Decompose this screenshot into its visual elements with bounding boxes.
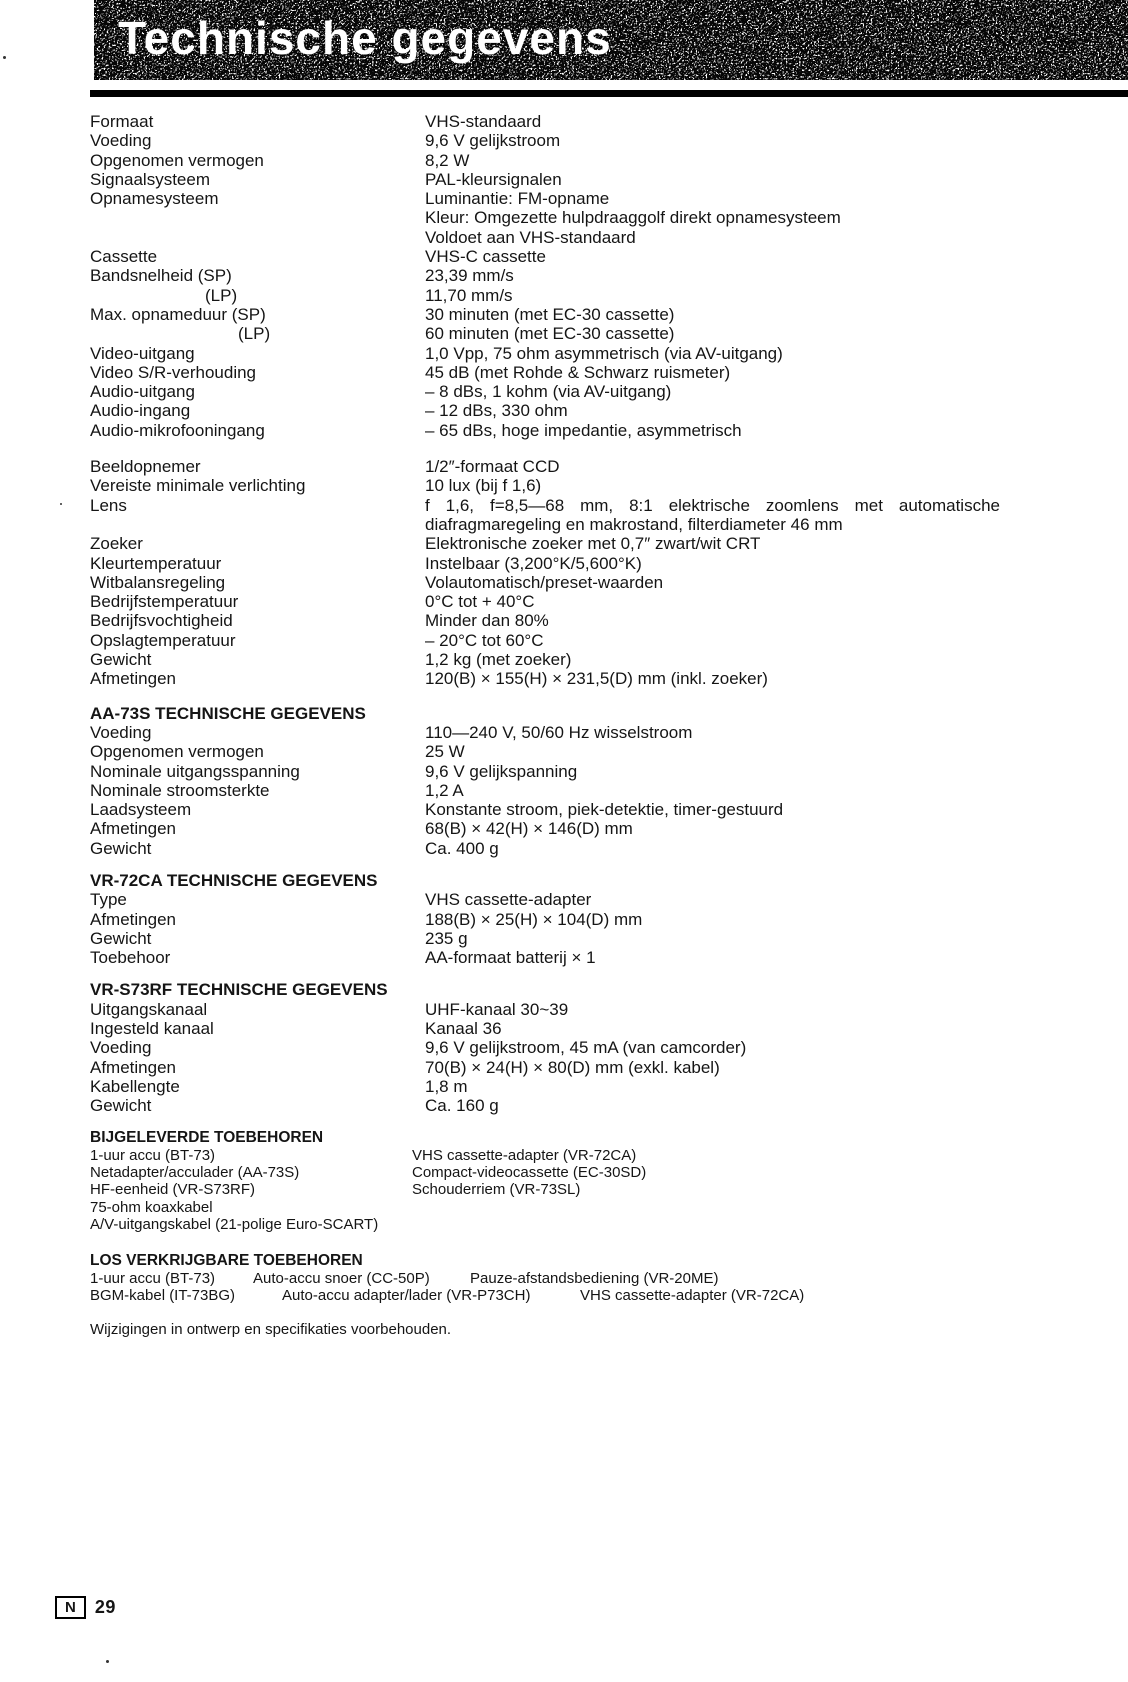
spec-value: VHS-standaard bbox=[425, 112, 542, 131]
spec-value: 25 W bbox=[425, 742, 465, 762]
spec-row bbox=[90, 650, 1000, 669]
spec-row bbox=[90, 228, 1000, 247]
accessory-item: 1-uur accu (BT-73) bbox=[90, 1269, 216, 1287]
spec-value: AA-formaat batterij × 1 bbox=[425, 948, 596, 968]
spec-label: Kabellengte bbox=[90, 1076, 180, 1096]
accessory-item: BGM-kabel (IT-73BG) bbox=[90, 1286, 236, 1304]
spec-label: Type bbox=[90, 890, 127, 910]
spec-label: Toebehoor bbox=[90, 948, 171, 968]
spec-value: 1,0 Vpp, 75 ohm asymmetrisch (via AV-uitgang) bbox=[425, 343, 783, 363]
spec-value: f 1,6, f=8,5—68 mm, 8:1 elektrische zoomlens met automatische bbox=[425, 495, 1000, 515]
spec-value: Luminantie: FM-opname bbox=[425, 189, 610, 209]
spec-row bbox=[90, 496, 1000, 515]
accessory-item: Pauze-afstandsbediening (VR-20ME) bbox=[470, 1269, 719, 1287]
spec-label: Vereiste minimale verlichting bbox=[90, 476, 306, 496]
spec-row bbox=[90, 170, 1000, 189]
spec-label: Voeding bbox=[90, 1038, 152, 1058]
spec-row bbox=[90, 890, 1000, 909]
spec-row bbox=[90, 910, 1000, 929]
spec-value: 235 g bbox=[425, 928, 468, 948]
spec-label: (LP) bbox=[238, 324, 271, 344]
spec-label: Beeldopnemer bbox=[90, 457, 201, 477]
accessory-item: Schouderriem (VR-73SL) bbox=[412, 1181, 581, 1199]
included-accessories bbox=[90, 1128, 1000, 1234]
spec-label: Bedrijfsvochtigheid bbox=[90, 611, 233, 631]
spec-value: 1,2 kg (met zoeker) bbox=[425, 650, 572, 670]
spec-value: Voldoet aan VHS-standaard bbox=[425, 227, 636, 247]
spec-label: Laadsysteem bbox=[90, 800, 192, 820]
spec-row bbox=[90, 382, 1000, 401]
spec-label: Afmetingen bbox=[90, 819, 176, 839]
spec-label: Opslagtemperatuur bbox=[90, 630, 236, 650]
spec-row bbox=[90, 476, 1000, 495]
spec-value: 0°C tot + 40°C bbox=[425, 592, 535, 612]
spec-value: PAL-kleursignalen bbox=[425, 169, 562, 189]
section-title: BIJGELEVERDE TOEBEHOREN bbox=[90, 1128, 324, 1146]
spec-label: Zoeker bbox=[90, 534, 143, 554]
scan-artifact-dot bbox=[60, 503, 62, 505]
spec-label: Uitgangskanaal bbox=[90, 999, 208, 1019]
spec-value: Volautomatisch/preset-waarden bbox=[425, 572, 664, 592]
spec-row bbox=[90, 208, 1000, 227]
spec-value: 8,2 W bbox=[425, 150, 470, 170]
spec-row bbox=[90, 573, 1000, 592]
spec-value: – 8 dBs, 1 kohm (via AV-uitgang) bbox=[425, 382, 672, 402]
spec-value: 30 minuten (met EC-30 cassette) bbox=[425, 304, 675, 324]
spec-value: 9,6 V gelijkstroom bbox=[425, 131, 561, 151]
spec-value: Instelbaar (3,200°K/5,600°K) bbox=[425, 553, 642, 573]
spec-label: Video-uitgang bbox=[90, 343, 195, 363]
language-region-badge: N bbox=[55, 1596, 86, 1619]
spec-row bbox=[90, 401, 1000, 420]
spec-label: Gewicht bbox=[90, 838, 152, 858]
spec-label: Afmetingen bbox=[90, 909, 176, 929]
spec-row bbox=[90, 286, 1000, 305]
spec-row bbox=[90, 723, 1000, 742]
accessory-item: HF-eenheid (VR-S73RF) bbox=[90, 1181, 256, 1199]
spec-label: Witbalansregeling bbox=[90, 572, 226, 592]
spec-value: VHS-C cassette bbox=[425, 247, 546, 267]
spec-label: Bandsnelheid (SP) bbox=[90, 266, 232, 286]
spec-group-imager bbox=[90, 457, 1000, 534]
spec-value: 10 lux (bij f 1,6) bbox=[425, 476, 542, 496]
scan-artifact-dot bbox=[3, 56, 6, 59]
spec-value: Ca. 160 g bbox=[425, 1096, 499, 1116]
optional-accessories-row bbox=[90, 1287, 1000, 1304]
spec-value: Elektronische zoeker met 0,7″ zwart/wit CRT bbox=[425, 534, 761, 554]
disclaimer-text: Wijzigingen in ontwerp en specifikaties voorbehouden. bbox=[90, 1321, 452, 1339]
included-accessories-left-column bbox=[90, 1147, 412, 1234]
spec-group-vrs73rf bbox=[90, 980, 1000, 1115]
spec-label bbox=[90, 228, 425, 247]
spec-row bbox=[90, 800, 1000, 819]
spec-row bbox=[90, 1000, 1000, 1019]
spec-label: Lens bbox=[90, 495, 127, 515]
spec-label: Kleurtemperatuur bbox=[90, 553, 222, 573]
spec-label: (LP) bbox=[205, 285, 238, 305]
spec-row bbox=[90, 131, 1000, 150]
page-title: Technische gegevens bbox=[118, 12, 612, 64]
accessory-item: Auto-accu adapter/lader (VR-P73CH) bbox=[282, 1286, 531, 1304]
spec-label: Gewicht bbox=[90, 650, 152, 670]
accessory-item: Compact-videocassette (EC-30SD) bbox=[412, 1163, 647, 1181]
spec-label: Signaalsysteem bbox=[90, 169, 211, 189]
spec-row bbox=[90, 929, 1000, 948]
page-number: 29 bbox=[94, 1597, 116, 1617]
accessory-item: Netadapter/acculader (AA-73S) bbox=[90, 1163, 300, 1181]
spec-row bbox=[90, 324, 1000, 343]
spec-row bbox=[90, 819, 1000, 838]
spec-label: Voeding bbox=[90, 722, 152, 742]
optional-accessories-row bbox=[90, 1270, 1000, 1287]
spec-group-vr72ca bbox=[90, 871, 1000, 967]
included-accessories-right-column bbox=[412, 1147, 1000, 1234]
spec-label: Audio-mikrofooningang bbox=[90, 420, 265, 440]
spec-row bbox=[90, 592, 1000, 611]
header-rule bbox=[90, 90, 1128, 97]
spec-row bbox=[90, 839, 1000, 858]
spec-row bbox=[90, 742, 1000, 761]
accessory-item: VHS cassette-adapter (VR-72CA) bbox=[412, 1146, 637, 1164]
spec-value: Konstante stroom, piek-detektie, timer-gestuurd bbox=[425, 800, 784, 820]
section-title: VR-72CA TECHNISCHE GEGEVENS bbox=[90, 870, 378, 890]
spec-group-aa73s bbox=[90, 704, 1000, 858]
spec-label bbox=[90, 515, 425, 534]
spec-label: Video S/R-verhouding bbox=[90, 362, 257, 382]
spec-value: 1,8 m bbox=[425, 1076, 468, 1096]
spec-value: 23,39 mm/s bbox=[425, 266, 514, 286]
spec-row bbox=[90, 631, 1000, 650]
spec-row bbox=[90, 151, 1000, 170]
spec-value: 120(B) × 155(H) × 231,5(D) mm (inkl. zoeker) bbox=[425, 669, 768, 689]
spec-value: Minder dan 80% bbox=[425, 611, 549, 631]
spec-row bbox=[90, 1019, 1000, 1038]
spec-row bbox=[90, 515, 1000, 534]
section-title: AA-73S TECHNISCHE GEGEVENS bbox=[90, 703, 366, 723]
spec-row bbox=[90, 781, 1000, 800]
spec-value: 9,6 V gelijkspanning bbox=[425, 761, 578, 781]
spec-value: UHF-kanaal 30~39 bbox=[425, 999, 569, 1019]
spec-label: Audio-uitgang bbox=[90, 382, 195, 402]
spec-row bbox=[90, 1077, 1000, 1096]
spec-row bbox=[90, 1096, 1000, 1115]
spec-value: 60 minuten (met EC-30 cassette) bbox=[425, 324, 675, 344]
spec-row bbox=[90, 344, 1000, 363]
spec-label: Formaat bbox=[90, 112, 154, 131]
spec-label: Max. opnameduur (SP) bbox=[90, 304, 266, 324]
spec-value: Ca. 400 g bbox=[425, 838, 499, 858]
spec-label: Nominale uitgangsspanning bbox=[90, 761, 300, 781]
spec-value: – 65 dBs, hoge impedantie, asymmetrisch bbox=[425, 420, 742, 440]
spec-label: Audio-ingang bbox=[90, 401, 191, 421]
spec-value: VHS cassette-adapter bbox=[425, 890, 592, 910]
spec-row bbox=[90, 189, 1000, 208]
spec-label: Bedrijfstemperatuur bbox=[90, 592, 239, 612]
spec-label: Voeding bbox=[90, 131, 152, 151]
spec-sheet bbox=[90, 112, 1000, 1338]
scan-artifact-dot bbox=[106, 1660, 109, 1663]
spec-row bbox=[90, 266, 1000, 285]
spec-label: Cassette bbox=[90, 247, 158, 267]
accessory-item: A/V-uitgangskabel (21-polige Euro-SCART) bbox=[90, 1216, 379, 1234]
spec-row bbox=[90, 363, 1000, 382]
spec-value: 11,70 mm/s bbox=[425, 285, 513, 305]
spec-label: Opgenomen vermogen bbox=[90, 742, 264, 762]
spec-value: – 20°C tot 60°C bbox=[425, 630, 544, 650]
spec-row bbox=[90, 762, 1000, 781]
section-title: VR-S73RF TECHNISCHE GEGEVENS bbox=[90, 980, 388, 1000]
spec-label: Nominale stroomsterkte bbox=[90, 780, 270, 800]
spec-label: Gewicht bbox=[90, 928, 152, 948]
spec-group-viewfinder bbox=[90, 534, 1000, 688]
spec-group-general bbox=[90, 112, 1000, 247]
spec-value: 1,2 A bbox=[425, 780, 464, 800]
section-title: LOS VERKRIJGBARE TOEBEHOREN bbox=[90, 1251, 363, 1269]
spec-value: 45 dB (met Rohde & Schwarz ruismeter) bbox=[425, 362, 731, 382]
spec-label bbox=[90, 208, 425, 227]
spec-value: 9,6 V gelijkstroom, 45 mA (van camcorder) bbox=[425, 1038, 747, 1058]
spec-value: 110—240 V, 50/60 Hz wisselstroom bbox=[425, 722, 693, 742]
spec-value: 188(B) × 25(H) × 104(D) mm bbox=[425, 909, 643, 929]
spec-row bbox=[90, 247, 1000, 266]
page-footer bbox=[55, 1596, 116, 1619]
spec-label: Ingesteld kanaal bbox=[90, 1019, 214, 1039]
spec-row bbox=[90, 554, 1000, 573]
spec-label: Opnamesysteem bbox=[90, 189, 219, 209]
spec-row bbox=[90, 421, 1000, 440]
spec-label: Opgenomen vermogen bbox=[90, 150, 264, 170]
spec-row bbox=[90, 534, 1000, 553]
spec-row bbox=[90, 112, 1000, 131]
spec-row bbox=[90, 669, 1000, 688]
spec-value: – 12 dBs, 330 ohm bbox=[425, 401, 568, 421]
spec-value: 70(B) × 24(H) × 80(D) mm (exkl. kabel) bbox=[425, 1057, 720, 1077]
spec-group-cassette bbox=[90, 247, 1000, 440]
spec-value: Kleur: Omgezette hulpdraaggolf direkt opnamesysteem bbox=[425, 208, 841, 228]
accessory-item: VHS cassette-adapter (VR-72CA) bbox=[580, 1286, 805, 1304]
spec-label: Afmetingen bbox=[90, 669, 176, 689]
spec-row bbox=[90, 1038, 1000, 1057]
spec-row bbox=[90, 948, 1000, 967]
accessory-item: 1-uur accu (BT-73) bbox=[90, 1146, 216, 1164]
optional-accessories bbox=[90, 1251, 1000, 1305]
spec-row bbox=[90, 457, 1000, 476]
page-banner bbox=[94, 0, 1128, 80]
spec-row bbox=[90, 305, 1000, 324]
spec-value: 68(B) × 42(H) × 146(D) mm bbox=[425, 819, 633, 839]
spec-value: 1/2″-formaat CCD bbox=[425, 457, 560, 477]
spec-label: Gewicht bbox=[90, 1096, 152, 1116]
accessory-item: Auto-accu snoer (CC-50P) bbox=[253, 1269, 430, 1287]
spec-value: Kanaal 36 bbox=[425, 1019, 502, 1039]
spec-row bbox=[90, 1058, 1000, 1077]
spec-value: diafragmaregeling en makrostand, filterdiameter 46 mm bbox=[425, 514, 843, 534]
spec-label: Afmetingen bbox=[90, 1057, 176, 1077]
spec-row bbox=[90, 611, 1000, 630]
accessory-item: 75-ohm koaxkabel bbox=[90, 1198, 213, 1216]
